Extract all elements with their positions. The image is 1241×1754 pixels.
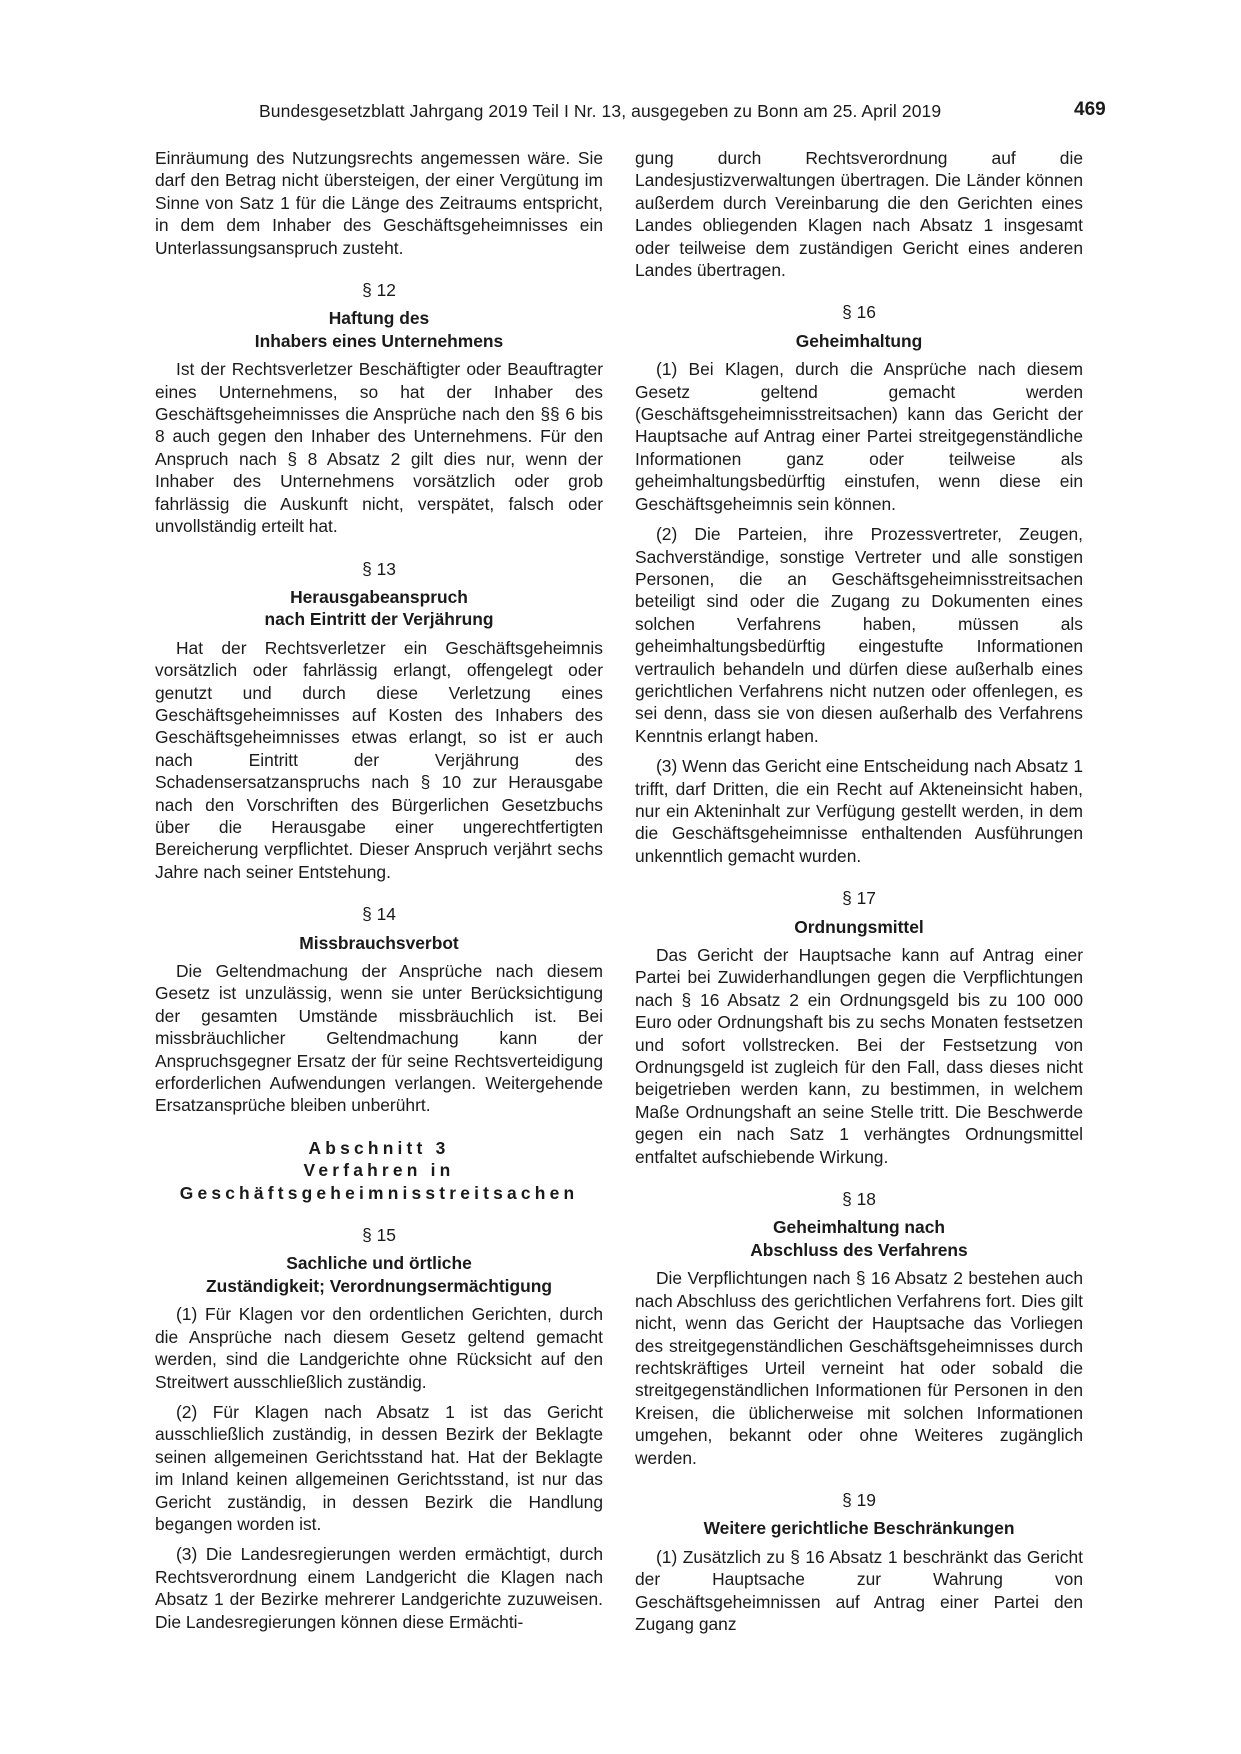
section-15-paragraph-3: (3) Die Landesregierungen werden ermächtigt, durch Rechtsverordnung einem Landgericht die Klagen nach Absatz 1 der Bezirke mehrerer Landgerichte zuzuweisen. Die Landesregierungen können diese Ermächti- <box>155 1544 603 1632</box>
section-14-title: Missbrauchsverbot <box>299 932 459 953</box>
section-12-title-line1: Haftung des <box>328 308 430 329</box>
section-12-paragraph: Ist der Rechtsverletzer Beschäftigter oder Beauftragter eines Unternehmens, so hat der Inhaber des Geschäftsgeheimnisses die Ansprüche nach den §§ 6 bis 8 auch gegen den Inhaber des Unternehmens. Für den Anspruch nach § 8 Absatz 2 gilt dies nur, wenn der Inhaber des Unternehmens vorsätzlich oder grob fahrlässig die Auskunft nicht, verspätet, falsch oder unvollständig erteilt hat. <box>155 359 603 537</box>
continued-paragraph: gung durch Rechtsverordnung auf die Landesjustizverwaltungen übertragen. Die Länder können außerdem durch Vereinbarung die den Gerichten eines Landes obliegenden Klagen nach Absatz 1 insgesamt oder teilweise dem zuständigen Gericht eines anderen Landes übertragen. <box>635 148 1083 281</box>
section-12-number: § 12 <box>362 280 396 301</box>
page-header <box>0 98 1241 124</box>
section-13-number: § 13 <box>362 558 396 579</box>
section-14-paragraph: Die Geltendmachung der Ansprüche nach diesem Gesetz ist unzulässig, wenn sie unter Berücksichtigung der gesamten Umstände missbräuchlich ist. Bei missbräuchlicher Geltendmachung kann der Anspruchsgegner Ersatz der für seine Rechtsverteidigung erforderlichen Aufwendungen verlangen. Weitergehende Ersatzansprüche bleiben unberührt. <box>155 961 603 1116</box>
chapter-title-line2: Geschäftsgeheimnisstreitsachen <box>179 1182 579 1203</box>
chapter-title-line1: Verfahren in <box>303 1160 455 1181</box>
section-17-number: § 17 <box>842 888 876 909</box>
section-18-paragraph: Die Verpflichtungen nach § 16 Absatz 2 bestehen auch nach Abschluss des gerichtlichen Verfahrens fort. Dies gilt nicht, wenn das Gericht der Hauptsache das Vorliegen des streitgegenständlichen Geschäftsgeheimnisses durch rechtskräftiges Urteil verneint hat oder sobald die streitgegenständlichen Informationen für Personen in den Kreisen, die üblicherweise mit solchen Informationen umgehen, bekannt oder ohne Weiteres zugänglich werden. <box>635 1268 1083 1468</box>
section-18-title-line2: Abschluss des Verfahrens <box>750 1239 968 1260</box>
section-17-paragraph: Das Gericht der Hauptsache kann auf Antrag einer Partei bei Zuwiderhandlungen gegen die Verpflichtungen nach § 16 Absatz 2 ein Ordnungsgeld bis zu 100 000 Euro oder Ordnungshaft bis zu sechs Monaten festsetzen und sofort vollstrecken. Bei der Festsetzung von Ordnungsgeld ist zugleich für den Fall, dass dieses nicht beigetrieben werden kann, zu bestimmen, in welchem Maße Ordnungshaft an seine Stelle tritt. Die Beschwerde gegen ein nach Satz 1 verhängtes Ordnungsmittel entfaltet aufschiebende Wirkung. <box>635 945 1083 1167</box>
continued-paragraph: Einräumung des Nutzungsrechts angemessen wäre. Sie darf den Betrag nicht übersteigen, der einer Vergütung im Sinne von Satz 1 für die Länge des Zeitraums entspricht, in dem dem Inhaber des Geschäftsgeheimnisses ein Unterlassungsanspruch zusteht. <box>155 148 603 258</box>
section-13-title-line1: Herausgabeanspruch <box>290 586 468 607</box>
section-19-number: § 19 <box>842 1489 876 1510</box>
section-15-title-line2: Zuständigkeit; Verordnungsermächtigung <box>206 1275 552 1296</box>
chapter-label: Abschnitt 3 <box>308 1137 450 1158</box>
header-title: Bundesgesetzblatt Jahrgang 2019 Teil I Nr. 13, ausgegeben zu Bonn am 25. April 2019 <box>259 101 942 121</box>
section-12-title <box>155 307 603 352</box>
page-number: 469 <box>1074 99 1106 120</box>
section-16-paragraph-3: (3) Wenn das Gericht eine Entscheidung nach Absatz 1 trifft, darf Dritten, die ein Recht auf Akteneinsicht haben, nur ein Akteninhalt zur Verfügung gestellt werden, in dem die Geschäftsgeheimnisse enthaltenden Ausführungen unkenntlich gemacht wurden. <box>635 756 1083 866</box>
left-column <box>155 147 603 1633</box>
section-16-title: Geheimhaltung <box>795 330 923 351</box>
section-14-number: § 14 <box>362 904 396 925</box>
section-18-number: § 18 <box>842 1189 876 1210</box>
section-13-title-line2: nach Eintritt der Verjährung <box>264 609 494 630</box>
section-16-number: § 16 <box>842 302 876 323</box>
section-15-paragraph-2: (2) Für Klagen nach Absatz 1 ist das Gericht ausschließlich zuständig, in dessen Bezirk der Beklagte seinen allgemeinen Gerichtsstand hat. Hat der Beklagte im Inland keinen allgemeinen Gerichtsstand, ist nur das Gericht zuständig, in dessen Bezirk die Handlung begangen worden ist. <box>155 1401 603 1534</box>
section-18-title <box>635 1216 1083 1261</box>
section-16-paragraph-2: (2) Die Parteien, ihre Prozessvertreter, Zeugen, Sachverständige, sonstige Vertreter und alle sonstigen Personen, die an Geschäftsgeheimnisstreitsachen beteiligt sind oder die Zugang zu Dokumenten eines solchen Verfahrens haben, müssen als geheimhaltungsbedürftig eingestufte Informationen vertraulich behandeln und dürfen diese außerhalb eines gerichtlichen Verfahrens nicht nutzen oder offenlegen, es sei denn, dass sie von diesen außerhalb des Verfahrens Kenntnis erlangt haben. <box>635 524 1083 746</box>
section-15-number: § 15 <box>362 1225 396 1246</box>
section-13-title <box>155 586 603 631</box>
section-15-paragraph-1: (1) Für Klagen vor den ordentlichen Gerichten, durch die Ansprüche nach diesem Gesetz geltend gemacht werden, sind die Landgerichte ohne Rücksicht auf den Streitwert ausschließlich zuständig. <box>155 1304 603 1392</box>
chapter-title <box>155 1159 603 1204</box>
section-19-title: Weitere gerichtliche Beschränkungen <box>703 1518 1015 1539</box>
section-12-title-line2: Inhabers eines Unternehmens <box>254 330 504 351</box>
right-column <box>635 147 1083 1635</box>
section-15-title-line1: Sachliche und örtliche <box>286 1253 472 1274</box>
section-17-title: Ordnungsmittel <box>794 916 924 937</box>
section-15-title <box>155 1252 603 1297</box>
section-19-paragraph: (1) Zusätzlich zu § 16 Absatz 1 beschränkt das Gericht der Hauptsache zur Wahrung von Geschäftsgeheimnissen auf Antrag einer Partei den Zugang ganz <box>635 1546 1083 1634</box>
section-18-title-line1: Geheimhaltung nach <box>773 1217 945 1238</box>
section-13-paragraph: Hat der Rechtsverletzer ein Geschäftsgeheimnis vorsätzlich oder fahrlässig erlangt, offengelegt oder genutzt und durch diese Verletzung eines Geschäftsgeheimnisses auf Kosten des Inhabers des Geschäftsgeheimnisses etwas erlangt, so ist er auch nach Eintritt der Verjährung des Schadensersatzanspruchs nach § 10 zur Herausgabe nach den Vorschriften des Bürgerlichen Gesetzbuchs über die Herausgabe einer ungerechtfertigten Bereicherung verpflichtet. Dieser Anspruch verjährt sechs Jahre nach seiner Entstehung. <box>155 637 603 882</box>
section-16-paragraph-1: (1) Bei Klagen, durch die Ansprüche nach diesem Gesetz geltend gemacht werden (Geschäftsgeheimnisstreitsachen) kann das Gericht der Hauptsache auf Antrag einer Partei streitgegenständliche Informationen ganz oder teilweise als geheimhaltungsbedürftig einstufen, wenn diese ein Geschäftsgeheimnis sein können. <box>635 359 1083 514</box>
